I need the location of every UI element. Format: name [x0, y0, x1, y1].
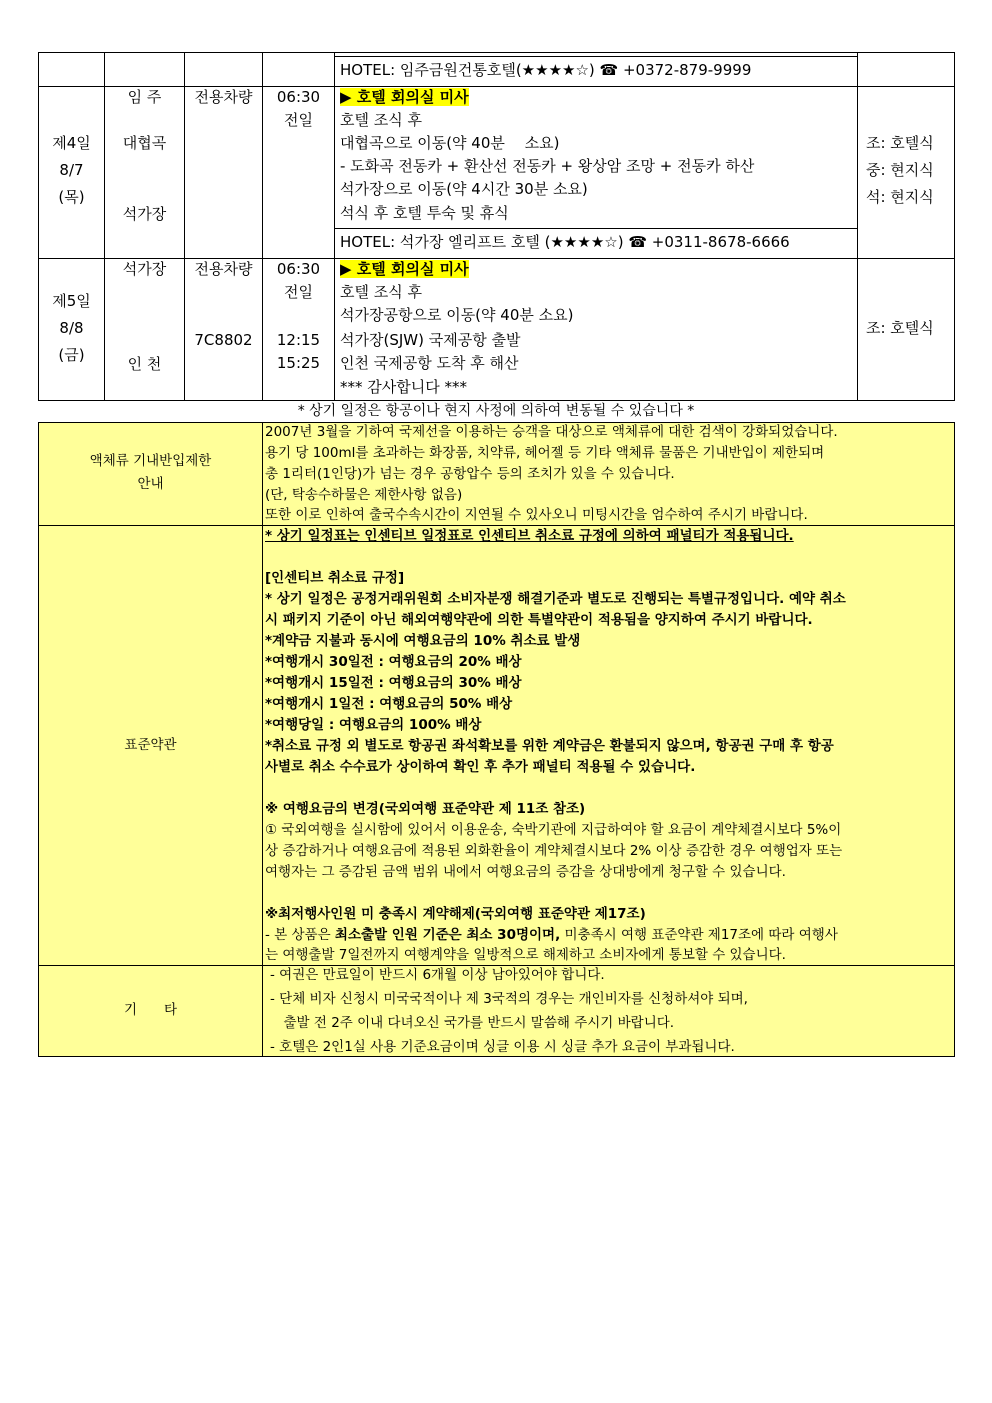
terms-line: * 상기 일정은 공정거래위원회 소비자분쟁 해결기준과 별도로 진행되는 특별규정입니다. 예약 취소 — [265, 591, 846, 607]
day4-schedule-line: - 도화곡 전동카 + 환산선 전동카 + 왕상암 조망 + 전동카 하산 — [340, 157, 755, 175]
day5-schedule-line: *** 감사합니다 *** — [340, 378, 467, 396]
terms-line: 사별로 취소 수수료가 상이하여 확인 후 추가 패널티 적용될 수 있습니다. — [265, 759, 696, 775]
terms-label: 표준약관 — [124, 737, 177, 753]
day4-meal: 석: 현지식 — [866, 188, 934, 206]
day4-mass: ▶ 호텔 회의실 미사 — [340, 88, 469, 106]
day4-time: 06:30 — [276, 88, 321, 106]
day5-time: 15:25 — [276, 354, 321, 372]
liquid-line: 용기 당 100ml를 초과하는 화장품, 치약류, 헤어젤 등 기타 액체류 물품은 기내반입이 제한되며 — [265, 445, 825, 461]
terms-line: ① 국외여행을 실시함에 있어서 이용운송, 숙박기관에 지급하여야 할 요금이 계약체결시보다 5%이 — [265, 822, 842, 838]
liquid-line: 또한 이로 인하여 출국수속시간이 지연될 수 있사오니 미팅시간을 엄수하여 주시기 바랍니다. — [265, 507, 808, 523]
day5-schedule-line: 석가장(SJW) 국제공항 출발 — [340, 331, 521, 349]
day3-hotel: HOTEL: 임주금원건통호텔(★★★★☆) ☎ +0372-879-9999 — [340, 61, 752, 79]
etc-line: - 단체 비자 신청시 미국국적이나 제 3국적의 경우는 개인비자를 신청하셔야 되며, — [270, 991, 748, 1007]
terms-line: - 본 상품은 최소출발 인원 기준은 최소 30명이며, 미충족시 여행 표준약관 제17조에 따라 여행사 — [265, 927, 838, 943]
liquid-line: (단, 탁송수하물은 제한사항 없음) — [265, 487, 463, 503]
day5-flight: 7C8802 — [194, 331, 253, 349]
liquid-label: 액체류 기내반입제한 — [89, 453, 212, 469]
terms-line: *여행개시 15일전 : 여행요금의 30% 배상 — [265, 675, 522, 691]
day4-schedule-line: 호텔 조식 후 — [340, 111, 422, 129]
terms-section-title: ※ 여행요금의 변경(국외여행 표준약관 제 11조 참조) — [265, 801, 586, 817]
terms-line: 여행자는 그 증감된 금액 범위 내에서 여행요금의 증감을 상대방에게 청구할 수 있습니다. — [265, 864, 786, 880]
day4-place: 석가장 — [122, 205, 167, 223]
terms-section-title: [인센티브 취소료 규정] — [265, 570, 405, 586]
day4-time: 전일 — [284, 111, 313, 129]
day4-transport: 전용차량 — [194, 88, 253, 106]
day5-schedule-line: 호텔 조식 후 — [340, 283, 422, 301]
etc-line: - 호텔은 2인1실 사용 기준요금이며 싱글 이용 시 싱글 추가 요금이 부과됩니다. — [270, 1039, 735, 1055]
day5-time: 전일 — [284, 283, 313, 301]
day5-weekday: (금) — [58, 346, 85, 364]
terms-line: *여행개시 1일전 : 여행요금의 50% 배상 — [265, 696, 513, 712]
day4-schedule-line: 석가장으로 이동(약 4시간 30분 소요) — [340, 180, 588, 198]
day4-meal: 조: 호텔식 — [866, 134, 934, 152]
etc-line: - 여권은 만료일이 반드시 6개월 이상 남아있어야 합니다. — [270, 967, 605, 983]
liquid-label: 안내 — [137, 476, 164, 492]
day4-place: 임 주 — [127, 88, 162, 106]
liquid-line: 2007년 3월을 기하여 국제선을 이용하는 승객을 대상으로 액체류에 대한 검색이 강화되었습니다. — [265, 424, 838, 440]
etc-label: 기 타 — [123, 1002, 178, 1018]
day4-hotel: HOTEL: 석가장 엘리프트 호텔 (★★★★☆) ☎ +0311-8678-6666 — [340, 233, 790, 251]
day5-date: 8/8 — [59, 319, 84, 337]
terms-line: 상 증감하거나 여행요금에 적용된 외화환율이 계약체결시보다 2% 이상 증감한 경우 여행업자 또는 — [265, 843, 843, 859]
terms-section-title: ※최저행사인원 미 충족시 계약해제(국외여행 표준약관 제17조) — [265, 906, 646, 922]
day4-place: 대협곡 — [122, 134, 167, 152]
day5-mass: ▶ 호텔 회의실 미사 — [340, 260, 469, 278]
day4-date: 8/7 — [59, 161, 84, 179]
day5-place: 석가장 — [122, 260, 167, 278]
terms-line: 는 여행출발 7일전까지 여행계약을 일방적으로 해제하고 소비자에게 통보할 수 있습니다. — [265, 947, 786, 963]
day4-schedule-line: 석식 후 호텔 투숙 및 휴식 — [340, 204, 509, 222]
terms-line: *여행개시 30일전 : 여행요금의 20% 배상 — [265, 654, 522, 670]
day5-time: 12:15 — [276, 331, 321, 349]
day5-day: 제5일 — [52, 292, 91, 310]
day4-schedule-line: 대협곡으로 이동(약 40분 소요) — [340, 134, 560, 152]
day5-transport: 전용차량 — [194, 260, 253, 278]
terms-line: *여행당일 : 여행요금의 100% 배상 — [265, 717, 482, 733]
liquid-line: 총 1리터(1인당)가 넘는 경우 공항압수 등의 조치가 있을 수 있습니다. — [265, 466, 675, 482]
terms-line: *취소료 규정 외 별도로 항공권 좌석확보를 위한 계약금은 환불되지 않으며, 항공권 구매 후 항공 — [265, 738, 834, 754]
day4-day: 제4일 — [52, 134, 91, 152]
terms-line: 시 패키지 기준이 아닌 해외여행약관에 의한 특별약관이 적용됨을 양지하여 주시기 바랍니다. — [265, 612, 813, 628]
day4-meal: 중: 현지식 — [866, 161, 934, 179]
day5-schedule-line: 석가장공항으로 이동(약 40분 소요) — [340, 306, 574, 324]
etc-line: 출발 전 2주 이내 다녀오신 국가를 반드시 말씀해 주시기 바랍니다. — [270, 1015, 675, 1031]
terms-line: *계약금 지불과 동시에 여행요금의 10% 취소료 발생 — [265, 633, 581, 649]
day5-schedule-line: 인천 국제공항 도착 후 해산 — [340, 354, 519, 372]
day5-place: 인 천 — [127, 355, 162, 373]
schedule-change-notice: * 상기 일정은 항공이나 현지 사정에 의하여 변동될 수 있습니다 * — [297, 403, 695, 419]
day5-meal: 조: 호텔식 — [866, 319, 934, 337]
day4-weekday: (목) — [58, 188, 85, 206]
day5-time: 06:30 — [276, 260, 321, 278]
terms-headline: * 상기 일정표는 인센티브 일정표로 인센티브 취소료 규정에 의하여 패널티가 적용됩니다. — [265, 528, 794, 544]
